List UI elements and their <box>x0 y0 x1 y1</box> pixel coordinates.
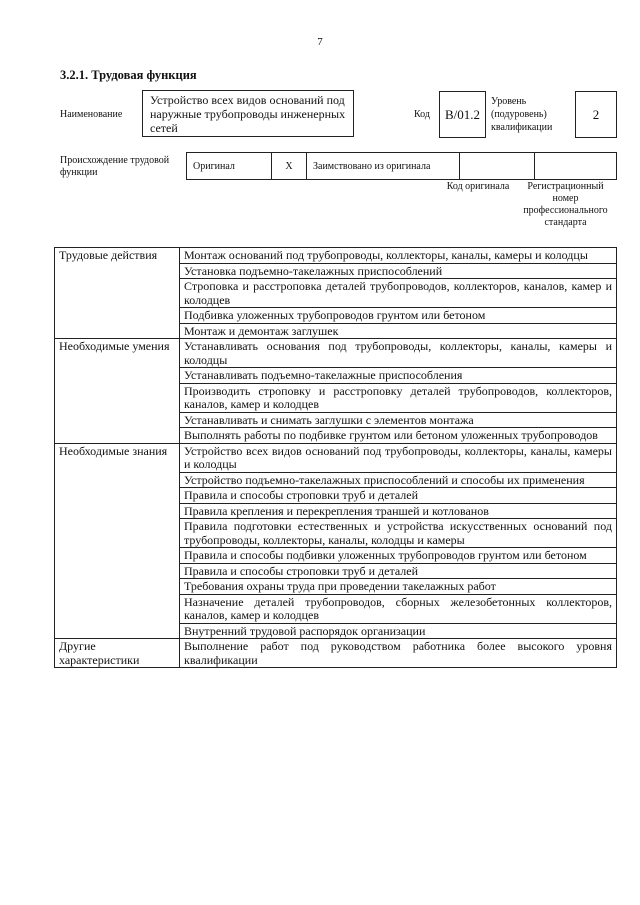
section-title-cell: Другие характеристики <box>55 639 180 668</box>
code-label: Код <box>414 109 430 120</box>
section-item-cell: Строповка и расстроповка деталей трубопроводов, коллекторов, каналов, камер и колодцев <box>180 279 617 308</box>
function-details-body <box>55 248 617 668</box>
original-label: Оригинал <box>187 153 272 180</box>
borrowed-label: Заимствовано из оригинала <box>307 153 460 180</box>
section-item-cell: Устанавливать подъемно-такелажные приспособления <box>180 368 617 384</box>
section-item-cell: Устройство всех видов оснований под трубопроводы, коллекторы, каналы, камеры и колодцы <box>180 443 617 472</box>
section-title-cell: Необходимые знания <box>55 443 180 639</box>
table-row <box>55 339 617 368</box>
section-item-cell: Монтаж и демонтаж заглушек <box>180 323 617 339</box>
section-item-cell: Подбивка уложенных трубопроводов грунтом или бетоном <box>180 308 617 324</box>
section-item-cell: Устанавливать основания под трубопроводы, коллекторы, каналы, камеры и колодцы <box>180 339 617 368</box>
section-item-cell: Назначение деталей трубопроводов, сборных железобетонных коллекторов, каналов, камер и колодцев <box>180 594 617 623</box>
level-value-box: 2 <box>575 91 617 138</box>
section-item-cell: Правила крепления и перекрепления траншей и котлованов <box>180 503 617 519</box>
section-item-cell: Правила и способы строповки труб и деталей <box>180 563 617 579</box>
section-item-cell: Установка подъемно-такелажных приспособлений <box>180 263 617 279</box>
section-title-cell: Необходимые умения <box>55 339 180 444</box>
code-original-cell <box>460 153 535 180</box>
code-original-label: Код оригинала <box>446 181 510 192</box>
section-title-cell: Трудовые действия <box>55 248 180 339</box>
section-item-cell: Правила и способы подбивки уложенных трубопроводов грунтом или бетоном <box>180 548 617 564</box>
section-item-cell: Производить строповку и расстроповку деталей трубопроводов, коллекторов, каналов, камер и колодцев <box>180 383 617 412</box>
function-name-box: Устройство всех видов оснований под наружные трубопроводы инженерных сетей <box>142 90 354 137</box>
origin-label: Происхождение трудовой функции <box>60 155 170 178</box>
origin-table <box>186 152 617 180</box>
page-number: 7 <box>317 36 323 48</box>
section-item-cell: Выполнять работы по подбивке грунтом или бетоном уложенных трубопроводов <box>180 428 617 444</box>
section-item-cell: Требования охраны труда при проведении такелажных работ <box>180 579 617 595</box>
section-item-cell: Выполнение работ под руководством работника более высокого уровня квалификации <box>180 639 617 668</box>
section-title: 3.2.1. Трудовая функция <box>60 68 197 82</box>
table-row <box>55 248 617 264</box>
table-row <box>55 443 617 472</box>
section-item-cell: Правила и способы строповки труб и деталей <box>180 488 617 504</box>
function-details-table <box>54 247 617 668</box>
name-label: Наименование <box>60 109 123 120</box>
section-item-cell: Внутренний трудовой распорядок организации <box>180 623 617 639</box>
section-item-cell: Монтаж оснований под трубопроводы, коллекторы, каналы, камеры и колодцы <box>180 248 617 264</box>
original-mark: X <box>272 153 307 180</box>
table-row <box>55 639 617 668</box>
level-label: Уровень (подуровень) квалификации <box>491 96 553 133</box>
section-item-cell: Правила подготовки естественных и устройства искусственных оснований под трубопроводы, коллекторы, каналы, колодцы и камеры <box>180 519 617 548</box>
reg-number-cell <box>535 153 617 180</box>
section-item-cell: Устанавливать и снимать заглушки с элементов монтажа <box>180 412 617 428</box>
section-item-cell: Устройство подъемно-такелажных приспособлений и способы их применения <box>180 472 617 488</box>
reg-number-label: Регистрационный номер профессионального стандарта <box>523 181 608 228</box>
code-value-box: В/01.2 <box>439 91 486 138</box>
